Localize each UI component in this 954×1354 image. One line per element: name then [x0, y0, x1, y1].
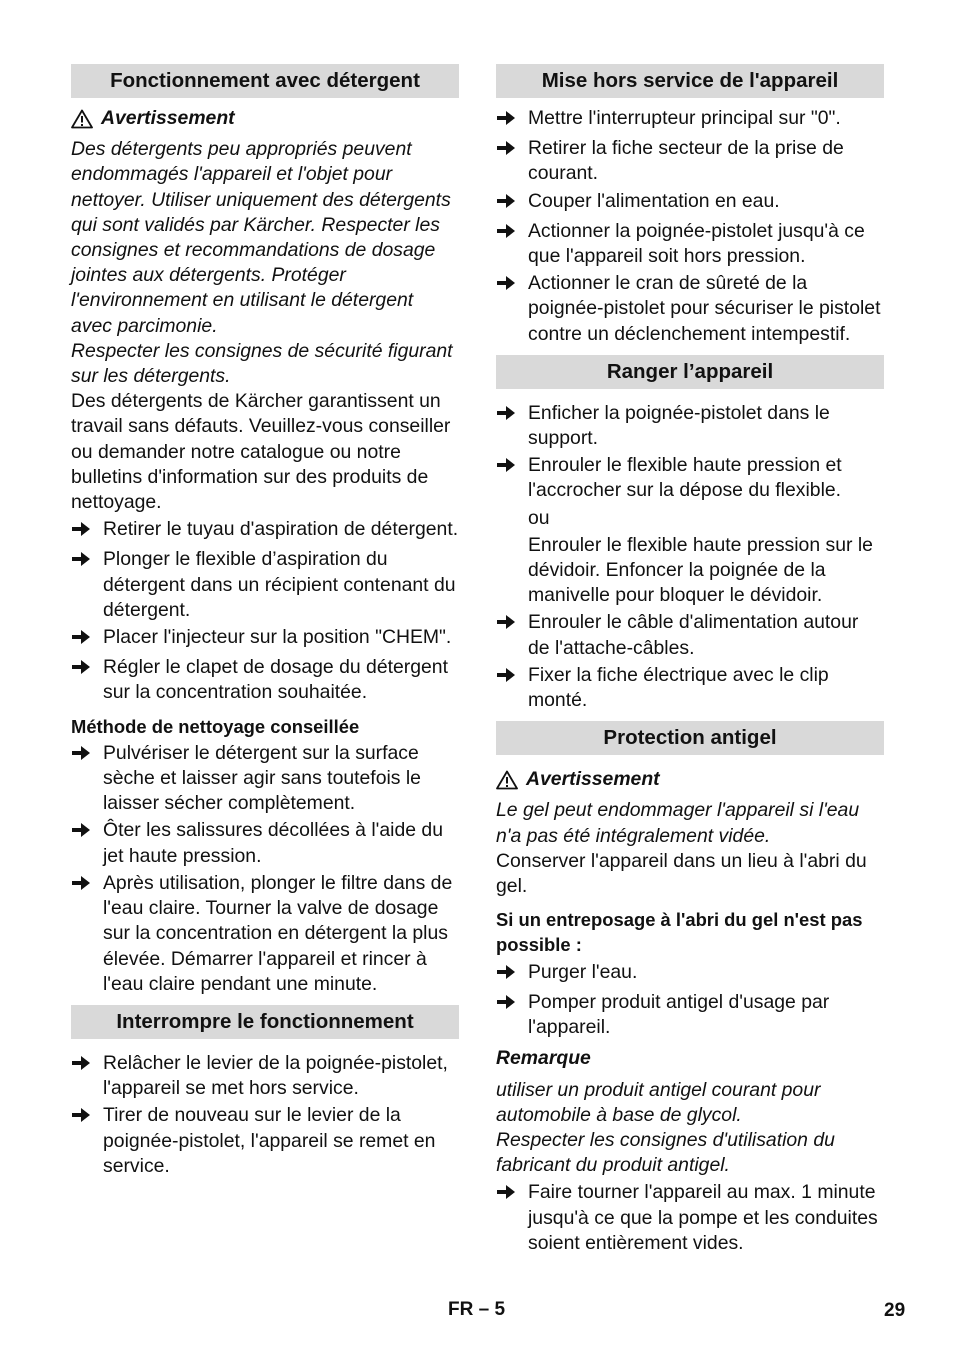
arrow-right-icon: [71, 744, 91, 762]
subheading-cleaning-method: Méthode de nettoyage conseillée: [71, 715, 360, 737]
arrow-right-icon: [71, 520, 91, 538]
arrow-right-icon: [71, 821, 91, 839]
list-item: Enficher la poignée-pistolet dans le support.: [496, 401, 884, 451]
list-item: Enrouler le flexible haute pression et l'accrocher sur la dépose du flexible.: [496, 453, 884, 503]
remark-text-2: Respecter les consignes d'utilisation du fabricant du produit antigel.: [496, 1128, 835, 1177]
list-item: Retirer la fiche secteur de la prise de courant.: [496, 136, 884, 186]
arrow-right-icon: [71, 874, 91, 892]
list-item: Enrouler le câble d'alimentation autour de l'attache-câbles.: [496, 610, 884, 660]
list-item: Relâcher le levier de la poignée-pistolet, l'appareil se met hors service.: [71, 1051, 459, 1101]
arrow-right-icon: [496, 404, 516, 422]
arrow-right-icon: [71, 1106, 91, 1124]
warning-heading: [71, 106, 459, 131]
section-header-storage: Ranger l’appareil: [496, 355, 884, 389]
arrow-right-icon: [71, 628, 91, 646]
list-item: Pulvériser le détergent sur la surface sèche et laisser agir sans toutefois le laisser sécher complètement.: [71, 741, 459, 817]
list-item: Régler le clapet de dosage du détergent sur la concentration souhaitée.: [71, 655, 459, 705]
list-item: Tirer de nouveau sur le levier de la poignée-pistolet, l'appareil se remet en service.: [71, 1103, 459, 1179]
subheading-no-frost-storage: Si un entreposage à l'abri du gel n'est pas possible :: [496, 909, 863, 956]
arrow-right-icon: [496, 109, 516, 127]
arrow-right-icon: [496, 963, 516, 981]
section-header-detergent: Fonctionnement avec détergent: [71, 64, 459, 98]
section-header-interrupt: Interrompre le fonctionnement: [71, 1005, 459, 1039]
remark-text: utiliser un produit antigel courant pour automobile à base de glycol.: [496, 1078, 821, 1126]
arrow-right-icon: [71, 550, 91, 568]
list-item: Ôter les salissures décollées à l'aide du jet haute pression.: [71, 818, 459, 868]
or-text: ou: [528, 506, 550, 529]
warning-text: Le gel peut endommager l'appareil si l'eau n'a pas été intégralement vidée.: [496, 799, 860, 847]
alternative-text: Enrouler le flexible haute pression sur le dévidoir. Enfoncer la poignée de la manivelle pour bloquer le dévidoir.: [528, 533, 873, 607]
arrow-right-icon: [71, 1054, 91, 1072]
warning-label: Avertissement: [101, 107, 235, 129]
arrow-right-icon: [496, 1183, 516, 1201]
warning-triangle-icon: [71, 109, 93, 129]
arrow-right-icon: [496, 993, 516, 1011]
arrow-right-icon: [496, 222, 516, 240]
warning-label: Avertissement: [526, 768, 660, 791]
right-column: [496, 64, 884, 1256]
warning-triangle-icon: [496, 770, 518, 790]
list-item: Actionner le cran de sûreté de la poignée-pistolet pour sécuriser le pistolet contre un déclenchement intempestif.: [496, 271, 884, 347]
footer-section-label: FR – 5: [448, 1299, 506, 1320]
list-item: Mettre l'interrupteur principal sur "0".: [496, 106, 884, 134]
list-item: Couper l'alimentation en eau.: [496, 189, 884, 217]
paragraph-karcher-detergents: Des détergents de Kärcher garantissent un travail sans défauts. Veuillez-vous conseiller ou demander notre catalogue ou notre bulletins d'information sur des produits de nettoyage.: [71, 390, 451, 514]
list-item: Faire tourner l'appareil au max. 1 minute jusqu'à ce que la pompe et les conduites soient entièrement vides.: [496, 1180, 884, 1256]
list-item: Pomper produit antigel d'usage par l'appareil.: [496, 990, 884, 1040]
remark-heading: Remarque: [496, 1047, 591, 1070]
arrow-right-icon: [496, 666, 516, 684]
list-item: Fixer la fiche électrique avec le clip monté.: [496, 663, 884, 713]
list-item: Placer l'injecteur sur la position "CHEM".: [71, 625, 459, 653]
paragraph-frost-storage: Conserver l'appareil dans un lieu à l'abri du gel.: [496, 849, 867, 898]
section-header-frost-protection: Protection antigel: [496, 721, 884, 755]
warning-text-2: Respecter les consignes de sécurité figurant sur les détergents.: [71, 339, 453, 388]
list-item: Après utilisation, plonger le filtre dans de l'eau claire. Tourner la valve de dosage sur la concentration en détergent la plus élevée. Démarrer l'appareil et rincer à l'eau claire pendant une minute.: [71, 871, 459, 997]
list-item: Purger l'eau.: [496, 960, 884, 988]
page-number: 29: [884, 1300, 906, 1321]
arrow-right-icon: [496, 274, 516, 292]
arrow-right-icon: [71, 658, 91, 676]
arrow-right-icon: [496, 139, 516, 157]
warning-heading: [496, 767, 884, 792]
arrow-right-icon: [496, 613, 516, 631]
warning-text: Des détergents peu appropriés peuvent endommagés l'appareil et l'objet pour nettoyer. Utiliser uniquement des détergents qui sont validés par Kärcher. Respecter les consignes et recommandations de dosage jointes aux détergents. Protéger l'environnement en utilisant le détergent avec parcimonie.: [71, 138, 451, 337]
arrow-right-icon: [496, 456, 516, 474]
section-header-shutdown: Mise hors service de l'appareil: [496, 64, 884, 98]
list-item: Plonger le flexible d’aspiration du détergent dans un récipient contenant du détergent.: [71, 547, 459, 623]
list-item: Retirer le tuyau d'aspiration de détergent.: [71, 517, 459, 545]
left-column: [71, 64, 459, 1179]
list-item: Actionner la poignée-pistolet jusqu'à ce que l'appareil soit hors pression.: [496, 219, 884, 269]
arrow-right-icon: [496, 192, 516, 210]
